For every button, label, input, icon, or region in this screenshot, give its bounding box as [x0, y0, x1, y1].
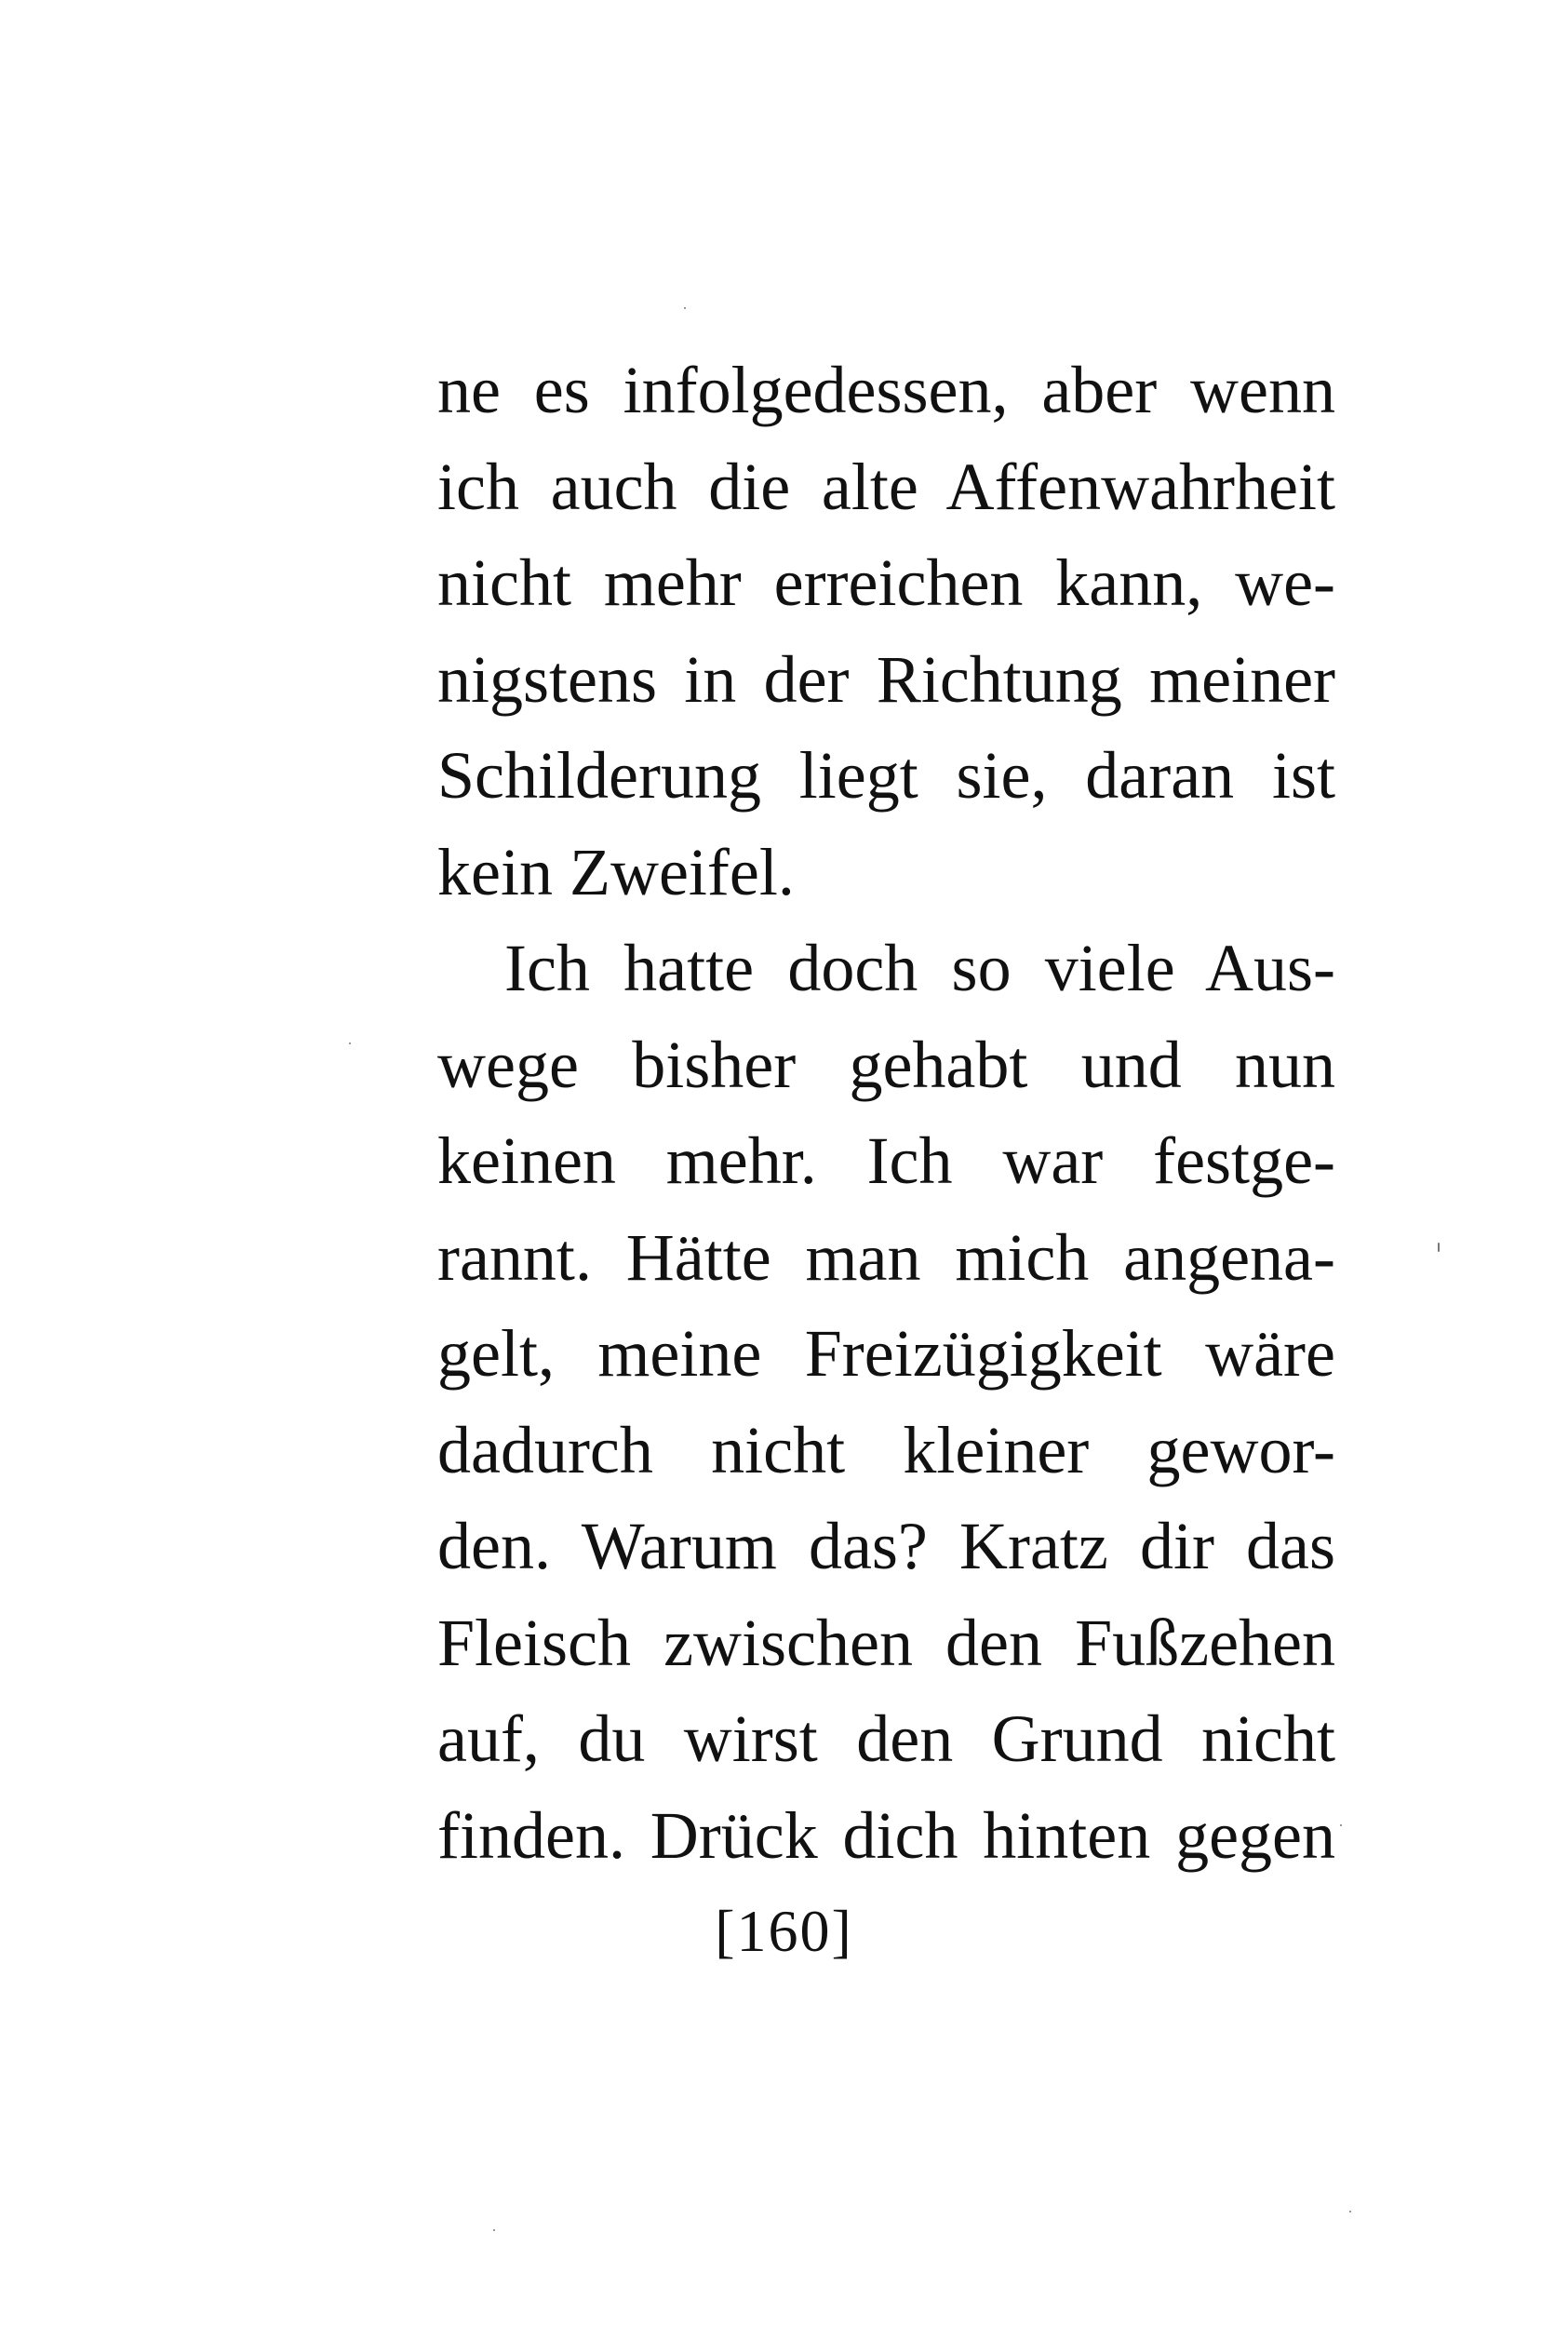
text-line: dadurch nicht kleiner gewor- — [437, 1412, 1335, 1487]
text-line: keinen mehr. Ich war festge- — [437, 1123, 1335, 1198]
text-line: gelt, meine Freizügigkeit wäre — [437, 1316, 1335, 1391]
text-line: ne es infolgedessen, aber wenn — [437, 353, 1335, 427]
text-line: rannt. Hätte man mich angena- — [437, 1219, 1335, 1295]
paper-speck — [1340, 1824, 1342, 1826]
paper-speck — [493, 2229, 495, 2231]
paper-speck — [684, 307, 686, 309]
body-text — [437, 343, 1335, 1884]
text-line: auf, du wirst den Grund nicht — [437, 1701, 1335, 1776]
text-line: nicht mehr erreichen kann, we- — [437, 545, 1335, 620]
text-line: den. Warum das? Kratz dir das — [437, 1509, 1335, 1583]
page-number: [160] — [715, 1898, 853, 1964]
text-line: wege bisher gehabt und nun — [437, 1027, 1335, 1102]
text-line: Schilderung liegt sie, daran ist — [437, 738, 1335, 813]
text-line: Fleisch zwischen den Fußzehen — [437, 1605, 1335, 1680]
paper-speck — [1438, 1243, 1440, 1252]
text-line: finden. Drück dich hinten gegen — [437, 1797, 1335, 1873]
paper-speck — [349, 1042, 351, 1044]
text-line: nigstens in der Richtung meiner — [437, 641, 1335, 717]
text-line: kein Zweifel. — [437, 834, 795, 909]
text-line: Ich hatte doch so viele Aus- — [504, 931, 1335, 1005]
text-line: ich auch die alte Affenwahrheit — [437, 449, 1335, 524]
paper-speck — [1349, 2211, 1351, 2212]
